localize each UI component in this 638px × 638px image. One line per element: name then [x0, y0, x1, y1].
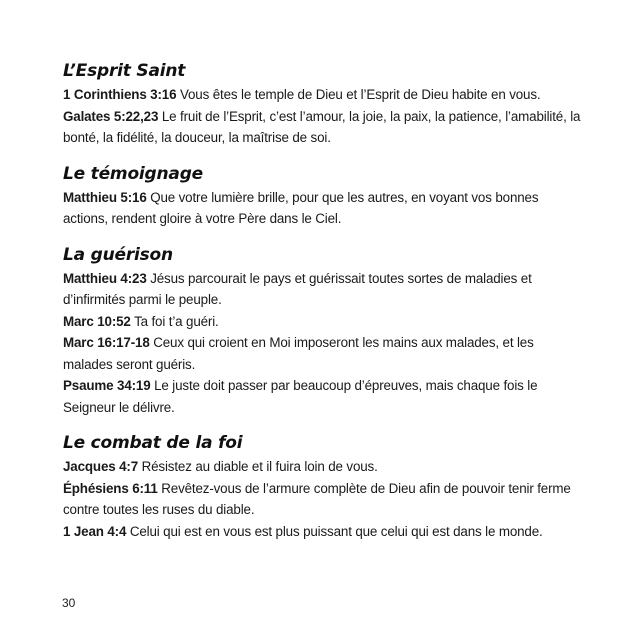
verse-reference: Psaume 34:19 — [63, 378, 151, 393]
verse-text: Jésus parcourait le pays et guérissait toutes sortes de maladies et d’infirmités parmi le peuple. — [63, 270, 532, 307]
page-content — [63, 60, 583, 556]
verse — [63, 106, 583, 149]
section-title: L’Esprit Saint — [63, 61, 186, 81]
verse-reference: Matthieu 5:16 — [63, 189, 147, 205]
verse-text: Celui qui est en vous est plus puissant que celui qui est dans le monde. — [129, 523, 543, 539]
verse — [63, 84, 583, 106]
section-guerison — [63, 244, 583, 419]
verse-reference: Marc 10:52 — [63, 313, 131, 329]
section-temoignage — [63, 163, 583, 230]
section-title: La guérison — [63, 244, 173, 265]
section-combat-de-la-foi — [63, 432, 583, 542]
verse — [63, 456, 583, 478]
verse-text: Ceux qui croient en Moi imposeront les mains aux malades, et les malades seront guéris. — [63, 335, 534, 372]
verse-text: Le juste doit passer par beaucoup d’épreuves, mais chaque fois le Seigneur le délivre. — [63, 378, 538, 415]
verse-reference: Matthieu 4:23 — [63, 270, 147, 286]
verse-reference: Éphésiens 6:11 — [63, 480, 158, 496]
verse-text: Résistez au diable et il fuira loin de vous. — [141, 459, 378, 474]
verse-reference: Marc 16:17-18 — [63, 335, 150, 350]
verse-reference: Galates 5:22,23 — [63, 108, 159, 124]
verse — [63, 521, 583, 543]
verse — [63, 332, 583, 375]
verse — [63, 187, 583, 230]
verse-reference: 1 Jean 4:4 — [63, 523, 127, 539]
verse-text: Revêtez-vous de l’armure complète de Dieu afin de pouvoir tenir ferme contre toutes les ruses du diable. — [63, 480, 571, 517]
verse-text: Vous êtes le temple de Dieu et l’Esprit de Dieu habite en vous. — [179, 87, 541, 102]
verse-text: Le fruit de l’Esprit, c’est l’amour, la joie, la paix, la patience, l’amabilité, la bonté, la fidélité, la douceur, la maîtrise de soi. — [63, 108, 581, 145]
verse — [63, 375, 583, 418]
verse — [63, 478, 583, 521]
verse-text: Que votre lumière brille, pour que les autres, en voyant vos bonnes actions, rendent gloire à votre Père dans le Ciel. — [63, 189, 539, 226]
section-esprit-saint — [63, 60, 583, 149]
verse — [63, 311, 583, 333]
verse — [63, 268, 583, 311]
verse-reference: 1 Corinthiens 3:16 — [63, 87, 177, 102]
verse-reference: Jacques 4:7 — [63, 459, 139, 474]
section-title: Le combat de la foi — [63, 433, 243, 453]
section-title: Le témoignage — [63, 163, 203, 184]
verse-text: Ta foi t’a guéri. — [134, 313, 219, 329]
page-number: 30 — [62, 596, 76, 610]
